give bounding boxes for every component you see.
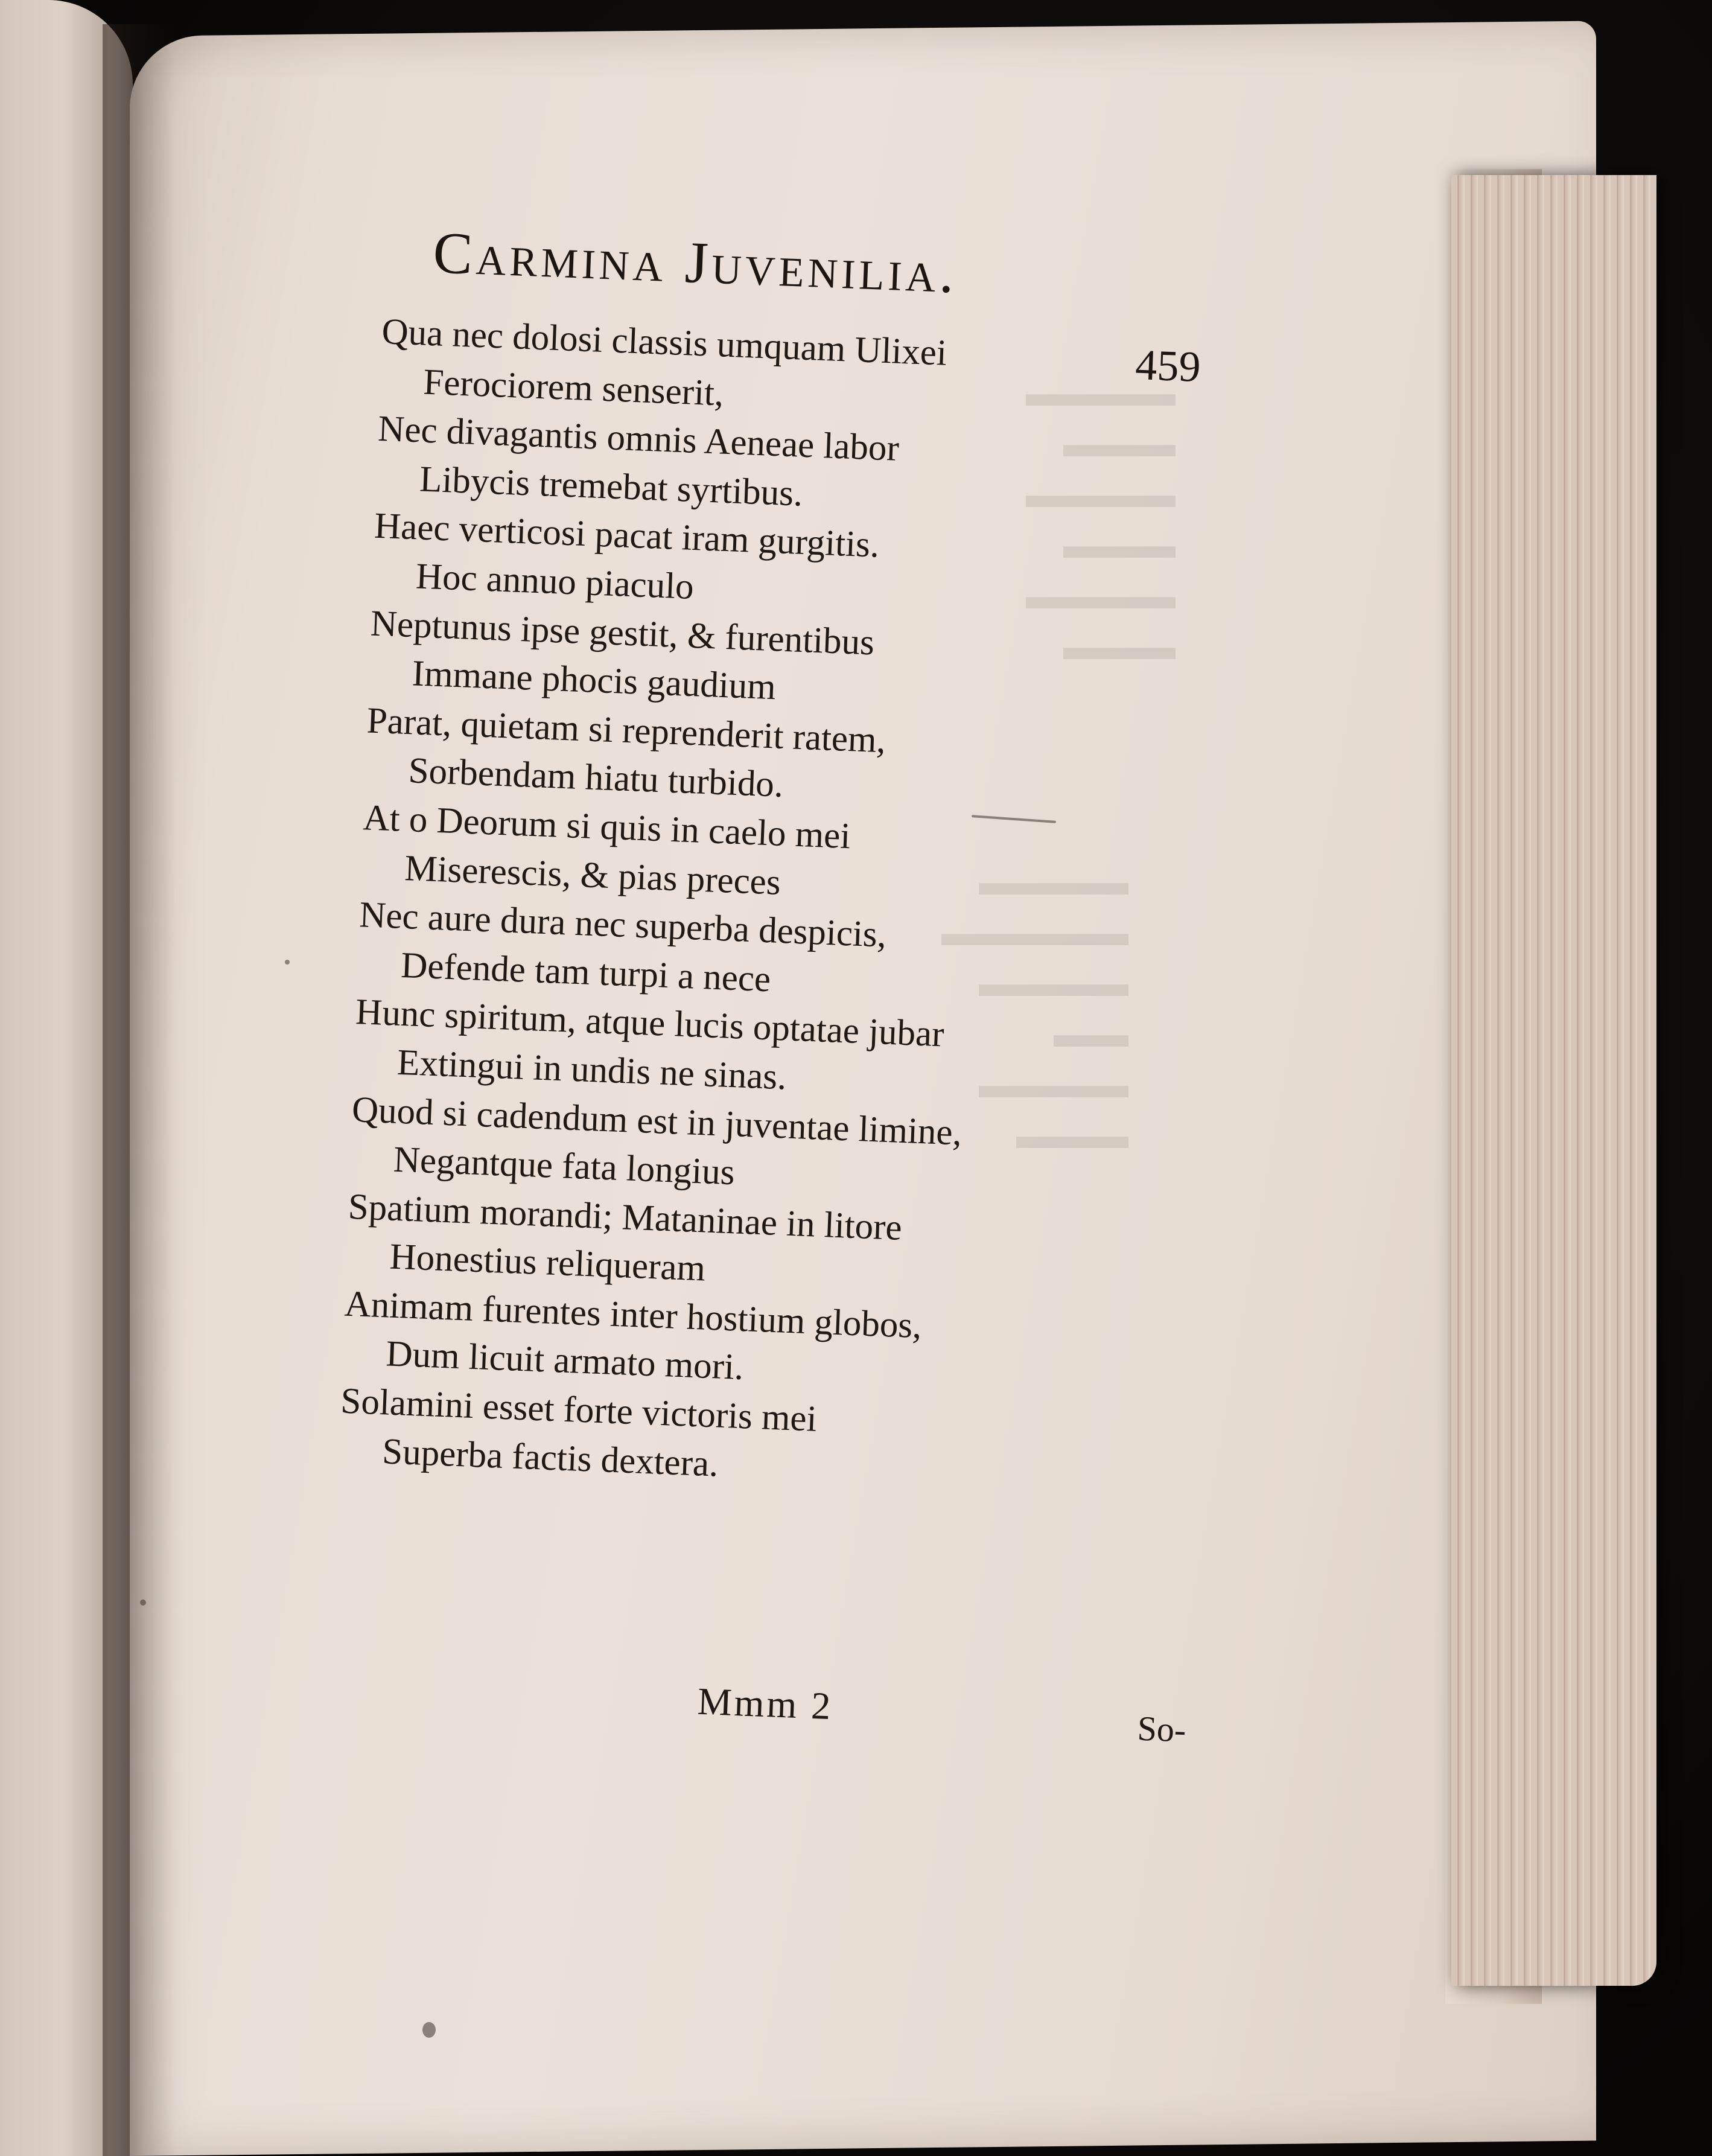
verse-line: Extingui in undis ne sinas. <box>396 1042 788 1098</box>
verse-line: Sorbendam hiatu turbido. <box>407 750 784 806</box>
verse-line: Nec aure dura nec superba despicis, <box>358 895 888 955</box>
verse-line: Spatium morandi; Mataninae in litore <box>347 1186 903 1248</box>
catchword: So- <box>1136 1708 1187 1750</box>
verse-line: Dum licuit armato mori. <box>385 1333 745 1388</box>
verse-line: Nec divagantis omnis Aeneae labor <box>377 408 900 470</box>
verse-line: Solamini esset forte victoris mei <box>340 1380 818 1440</box>
paper-speck <box>140 1599 146 1606</box>
verse-line: Honestius reliqueram <box>389 1236 707 1289</box>
verse-line: Animam furentes inter hostium globos, <box>343 1283 923 1347</box>
verse-line: Defende tam turpi a nece <box>400 945 772 1000</box>
show-through-lower: ▬▬▬▬ ▬▬▬▬▬ ▬▬▬▬ ▬▬ ▬▬▬▬ ▬▬▬ <box>941 862 1128 1156</box>
verse-line: Miserescis, & pias preces <box>404 847 781 903</box>
poem <box>338 308 1227 1507</box>
verse-line: Hoc annuo piaculo <box>415 556 695 607</box>
paper-speck <box>285 960 290 965</box>
verse-line: At o Deorum si quis in caelo mei <box>362 797 851 857</box>
gutter-shadow <box>103 24 175 2156</box>
verse-line: Ferociorem senserit, <box>422 362 725 414</box>
verse-line: Haec verticosi pacat iram gurgitis. <box>374 506 880 566</box>
page-stack <box>1451 175 1656 1986</box>
verse-line: Qua nec dolosi classis umquam Ulixei <box>381 311 948 374</box>
verse-line: Immane phocis gaudium <box>411 653 777 708</box>
running-head: Carmina Juvenilia. <box>431 220 959 306</box>
verse-line: Parat, quietam si reprenderit ratem, <box>366 700 887 761</box>
verse-line: Superba factis dextera. <box>381 1430 719 1485</box>
signature-mark: Mmm 2 <box>696 1679 834 1728</box>
verse-line: Libycis tremebat syrtibus. <box>419 459 804 514</box>
verse-line: Negantque fata longius <box>392 1139 736 1193</box>
paper-speck <box>422 2022 436 2038</box>
show-through: ▬▬▬▬ ▬▬▬ ▬▬▬▬ ▬▬▬ ▬▬▬▬ ▬▬▬ <box>1026 373 1176 668</box>
verse-line: Neptunus ipse gestit, & furentibus <box>369 603 876 663</box>
verse-line: Hunc spiritum, atque lucis optatae jubar <box>355 992 945 1055</box>
page-number: 459 <box>1134 340 1202 391</box>
verse-line: Quod si cadendum est in juventae limine, <box>351 1089 963 1153</box>
